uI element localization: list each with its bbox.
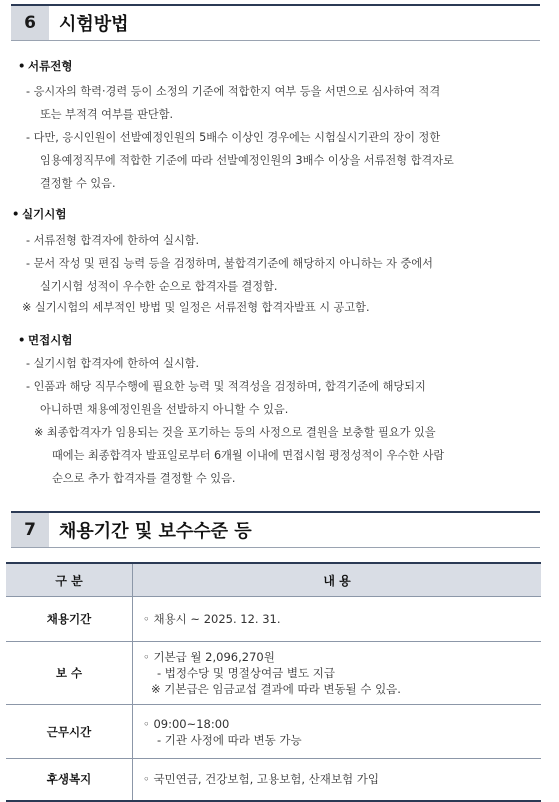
text-line: 때에는 최종합격자 발표일로부터 6개월 이내에 면접시험 평정성적이 우수한 사람 [52,449,445,462]
section-7-title: 채용기간 및 보수수준 등 [59,521,252,542]
subsection-document-screening-title: • 서류전형 [18,59,73,73]
text-line: 또는 부적격 여부를 판단함. [40,108,174,121]
row-value-line: - 법정수당 및 명절상여금 별도 지급 [157,666,335,680]
row-value [133,597,542,642]
text-line: - 실기시험 합격자에 한하여 실시함. [26,357,200,370]
text-line: 순으로 추가 합격자를 결정할 수 있음. [52,472,236,485]
row-value-line: ◦ 채용시 ~ 2025. 12. 31. [143,612,281,626]
subsection-interview-title: • 면접시험 [18,333,73,347]
row-label-employment-period: 채용기간 [6,597,133,642]
text-line: ※ 실기시험의 세부적인 방법 및 일정은 서류전형 합격자발표 시 공고함. [22,301,370,314]
subsection-practical-exam-title: • 실기시험 [12,207,67,221]
text-line: - 다만, 응시인원이 선발예정인원의 5배수 이상인 경우에는 시험실시기관의 장이 정한 [26,131,441,144]
section-6-number: 6 [11,6,49,40]
text-line: - 문서 작성 및 편집 능력 등을 검정하며, 불합격기준에 해당하지 아니하는 자 중에서 [26,257,433,270]
table-header-category: 구 분 [6,563,133,597]
table-header-content: 내 용 [133,563,542,597]
row-value [133,759,542,801]
section-7-number: 7 [11,513,49,547]
text-line: 결정할 수 있음. [40,177,116,190]
text-line: - 응시자의 학력·경력 등이 소정의 기준에 적합한지 여부 등을 서면으로 심사하여 적격 [26,85,441,98]
row-label-working-hours: 근무시간 [6,705,133,759]
section-6-header [11,4,540,41]
table-row [6,642,541,705]
row-label-welfare: 후생복지 [6,759,133,801]
text-line: - 인품과 해당 직무수행에 필요한 능력 및 적격성을 검정하며, 합격기준에 해당되지 [26,380,426,393]
text-line: - 서류전형 합격자에 한하여 실시함. [26,234,200,247]
text-line: 아니하면 채용예정인원을 선발하지 아니할 수 있음. [40,403,289,416]
row-value-line: ◦ 국민연금, 건강보험, 고용보험, 산재보험 가입 [143,772,379,787]
row-value-line: ◦ 기본급 월 2,096,270원 [143,650,275,664]
table-row [6,705,541,759]
row-value [133,705,542,759]
text-line: 임용예정직무에 적합한 기준에 따라 선발예정인원의 3배수 이상을 서류전형 합격자로 [40,154,454,167]
employment-conditions-table [6,562,541,802]
section-6-title: 시험방법 [59,14,129,35]
row-value [133,642,542,705]
table-row [6,759,541,801]
row-value-line: - 기관 사정에 따라 변동 가능 [157,732,302,747]
row-value-line: ※ 기본급은 임금교섭 결과에 따라 변동될 수 있음. [151,682,401,696]
text-line: ※ 최종합격자가 임용되는 것을 포기하는 등의 사정으로 결원을 보충할 필요가 있을 [34,426,436,439]
section-7-header [11,511,540,548]
text-line: 실기시험 성적이 우수한 순으로 합격자를 결정함. [40,280,278,293]
table-row [6,597,541,642]
row-label-salary: 보 수 [6,642,133,705]
row-value-line: ◦ 09:00~18:00 [143,716,230,731]
